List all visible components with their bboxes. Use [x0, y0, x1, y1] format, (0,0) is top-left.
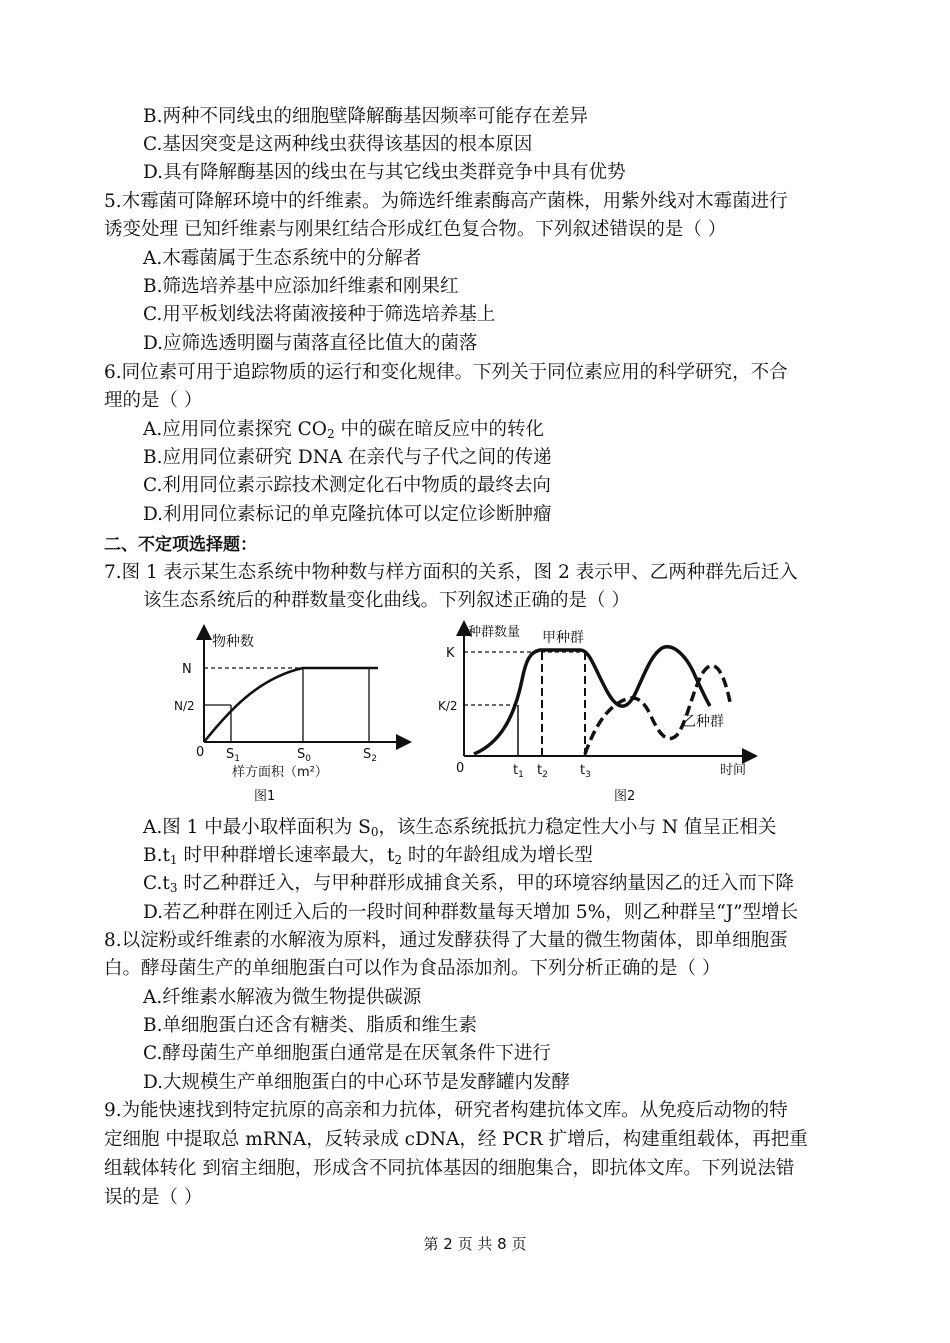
q8-option-b: B.单细胞蛋白还含有糖类、脂质和维生素	[143, 1015, 477, 1036]
q5-option-d: D.应筛选透明圈与菌落直径比值大的菌落	[143, 333, 478, 354]
fig1-tick-s1: $S_1$	[226, 747, 240, 764]
fig2-tick-k2: K/2	[438, 699, 458, 713]
q6-option-a: A.应用同位素探究 $CO_2$ 中的碳在暗反应中的转化	[143, 419, 544, 441]
q9-stem-line1: 9.为能快速找到特定抗原的高亲和力抗体，研究者构建抗体文库。从免疫后动物的特	[104, 1100, 788, 1121]
q6-stem-line2: 理的是（ ）	[104, 390, 203, 411]
q4-option-b: B.两种不同线虫的细胞壁降解酶基因频率可能存在差异	[143, 106, 588, 127]
fig2-tick-t1: $t_1$	[513, 763, 524, 780]
q8-option-a: A.纤维素水解液为微生物提供碳源	[143, 987, 422, 1008]
section-heading: 二、不定项选择题：	[104, 535, 257, 555]
fig1-xlabel: 样方面积（m²）	[232, 765, 328, 780]
fig1-tick-n2: N/2	[174, 699, 195, 713]
fig2-tick-t3: $t_3$	[580, 763, 591, 780]
fig1-tick-s2: $S_2$	[363, 747, 377, 764]
q4-option-d: D.具有降解酶基因的线虫在与其它线虫类群竞争中具有优势	[143, 162, 626, 183]
fig2-label-jia: 甲种群	[542, 630, 584, 646]
q8-option-d: D.大规模生产单细胞蛋白的中心环节是发酵罐内发酵	[143, 1072, 571, 1093]
fig2-tick-t2: $t_2$	[537, 763, 548, 780]
q9-stem-line2: 定细胞 中提取总 mRNA，反转录成 cDNA，经 PCR 扩增后，构建重组载体，再把重	[104, 1129, 808, 1150]
q5-option-b: B.筛选培养基中应添加纤维素和刚果红	[143, 276, 459, 297]
q6-option-c: C.利用同位素示踪技术测定化石中物质的最终去向	[143, 475, 551, 496]
fig2-label-yi: 乙种群	[682, 714, 724, 730]
q5-option-a: A.木霉菌属于生态系统中的分解者	[143, 248, 422, 269]
q6-option-b: B.应用同位素研究 DNA 在亲代与子代之间的传递	[143, 447, 552, 468]
fig2-origin: 0	[456, 761, 465, 776]
figure-1	[168, 622, 418, 807]
fig2-ylabel: 种群数量	[468, 625, 521, 640]
q9-stem-line3: 组载体转化 到宿主细胞，形成含不同抗体基因的细胞集合，即抗体文库。下列说法错	[104, 1158, 795, 1179]
q8-stem-line1: 8.以淀粉或纤维素的水解液为原料，通过发酵获得了大量的微生物菌体，即单细胞蛋	[104, 930, 788, 951]
q9-stem-line4: 误的是（ ）	[104, 1187, 203, 1208]
q6-option-d: D.利用同位素标记的单克隆抗体可以定位诊断肿瘤	[143, 504, 552, 525]
fig1-ylabel: 物种数	[212, 634, 254, 650]
fig2-xlabel: 时间	[720, 763, 747, 778]
fig1-tick-n: N	[182, 662, 192, 677]
q5-stem-line2: 诱变处理 已知纤维素与刚果红结合形成红色复合物。下列叙述错误的是（ ）	[104, 219, 727, 240]
q7-option-a: A.图 1 中最小取样面积为 $S_0$，该生态系统抵抗力稳定性大小与 N 值呈正相关	[143, 817, 777, 839]
fig1-caption: 图1	[254, 789, 276, 804]
q5-option-c: C.用平板划线法将菌液接种于筛选培养基上	[143, 304, 496, 325]
q7-option-d: D.若乙种群在刚迁入后的一段时间种群数量每天增加 5%，则乙种群呈“J”型增长	[143, 902, 799, 923]
fig2-yi-curve	[585, 666, 730, 754]
q7-option-c: $C.t_3$ 时乙种群迁入，与甲种群形成捕食关系，甲的环境容纳量因乙的迁入而下降	[143, 873, 794, 895]
q5-stem-line1: 5.木霉菌可降解环境中的纤维素。为筛选纤维素酶高产菌株，用紫外线对木霉菌进行	[104, 191, 788, 212]
fig2-tick-k: K	[446, 646, 455, 661]
q4-option-c: C.基因突变是这两种线虫获得该基因的根本原因	[143, 134, 533, 155]
figure-2	[430, 618, 760, 810]
q7-stem-line1: 7.图 1 表示某生态系统中物种数与样方面积的关系，图 2 表示甲、乙两种群先后迁入	[104, 562, 798, 583]
fig1-tick-s0: $S_0$	[297, 747, 311, 764]
q6-stem-line1: 6.同位素可用于追踪物质的运行和变化规律。下列关于同位素应用的科学研究，不合	[104, 362, 788, 383]
q8-option-c: C.酵母菌生产单细胞蛋白通常是在厌氧条件下进行	[143, 1043, 551, 1064]
q7-stem-line2: 该生态系统后的种群数量变化曲线。下列叙述正确的是（ ）	[143, 590, 630, 611]
fig2-caption: 图2	[614, 789, 636, 804]
q8-stem-line2: 白。酵母菌生产的单细胞蛋白可以作为食品添加剂。下列分析正确的是（ ）	[104, 958, 721, 979]
fig1-origin: 0	[196, 745, 205, 760]
q7-option-b: $B.t_1$ 时甲种群增长速率最大，$t_2$ 时的年龄组成为增长型	[143, 845, 593, 867]
page-footer: 第 2 页 共 8 页	[423, 1235, 527, 1253]
